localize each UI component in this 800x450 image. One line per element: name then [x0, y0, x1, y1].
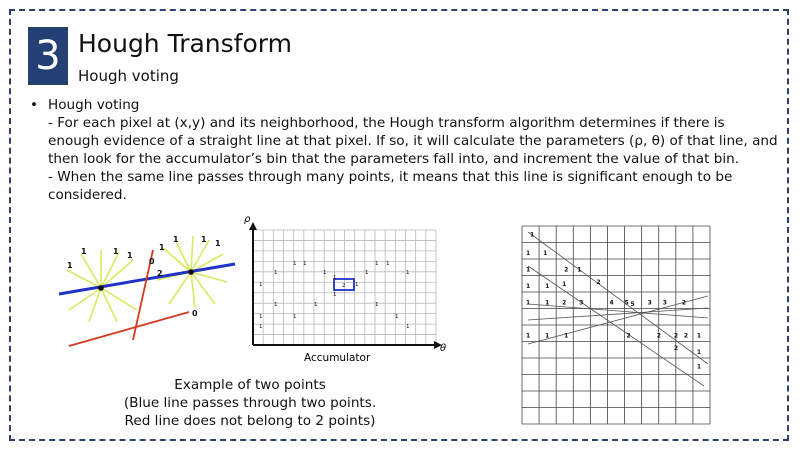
- bin-value: 1: [293, 261, 297, 267]
- candidate-lines: [528, 232, 708, 386]
- voting-grid: [522, 226, 710, 424]
- vote-label: 1: [127, 251, 133, 260]
- point-a: [98, 285, 104, 291]
- grid-vote-value: 1: [545, 283, 550, 290]
- grid-vote-value: 1: [526, 250, 531, 257]
- grid-vote-value: 1: [696, 349, 702, 356]
- grid-vote-value: 1: [530, 231, 535, 239]
- accumulator-figure: [240, 212, 455, 367]
- vote-label: 1: [201, 235, 207, 244]
- bin-value: 2: [342, 283, 346, 289]
- grid-vote-value: 1: [562, 281, 567, 288]
- bin-value: 1: [395, 314, 399, 320]
- grid-vote-value: 5: [624, 299, 629, 307]
- grid-vote-value: 2: [562, 299, 567, 307]
- caption-line: Example of two points: [174, 377, 326, 393]
- bullet-heading: Hough voting: [48, 97, 140, 113]
- grid-vote-value: 1: [696, 363, 702, 371]
- vote-label: 1: [159, 243, 165, 252]
- two-points-figure: [55, 230, 245, 355]
- accumulator-label: Accumulator: [304, 352, 371, 364]
- bin-value: 1: [406, 270, 410, 276]
- bin-value: 1: [333, 275, 337, 281]
- grid-vote-value: 2: [596, 279, 601, 286]
- grid-vote-value: 1: [526, 299, 531, 307]
- slide-title: Hough Transform: [78, 29, 292, 58]
- slide-subtitle: Hough voting: [78, 67, 179, 85]
- vote-label: 1: [215, 239, 221, 248]
- bin-value: 1: [293, 314, 297, 320]
- caption-line: Red line does not belong to 2 points): [124, 413, 376, 429]
- grid-vote-value: 3: [662, 299, 667, 307]
- bin-value: 1: [274, 270, 278, 276]
- vote-label: 0: [192, 309, 198, 318]
- grid-vote-value: 1: [526, 283, 531, 290]
- bin-value: 1: [259, 282, 263, 288]
- vote-label: 1: [113, 247, 119, 256]
- grid-vote-value: 1: [564, 332, 569, 340]
- rho-axis-label: ρ: [244, 214, 251, 225]
- bin-value: 1: [375, 302, 379, 308]
- vote-label: 1: [67, 261, 73, 270]
- grid-vote-value: 1: [577, 266, 582, 274]
- vote-label: 1: [81, 247, 87, 256]
- grid-vote-value: 3: [647, 299, 652, 307]
- body-text: [30, 96, 780, 204]
- vote-label: 2: [157, 269, 163, 278]
- red-line-2: [69, 312, 189, 346]
- grid-vote-value: 1: [545, 332, 550, 340]
- vote-label: 1: [173, 235, 179, 244]
- bin-value: 1: [365, 270, 369, 276]
- figure-caption: [100, 376, 400, 430]
- point-b: [188, 269, 194, 275]
- bin-value: 1: [386, 261, 390, 267]
- grid-vote-value: 2: [656, 332, 661, 340]
- bin-value: 1: [375, 261, 379, 267]
- grid-vote-value: 4: [609, 299, 614, 307]
- grid-vote-value: 2: [673, 332, 679, 340]
- grid-vote-value: 1: [526, 266, 531, 274]
- bin-value: 1: [406, 324, 410, 330]
- bin-value: 1: [303, 261, 307, 267]
- grid-vote-value: 2: [683, 332, 689, 340]
- caption-line: (Blue line passes through two points.: [123, 395, 377, 411]
- theta-axis-label: θ: [440, 343, 447, 354]
- bullet-icon: •: [30, 97, 39, 113]
- grid-vote-value: 3: [579, 299, 584, 307]
- grid-vote-value: 5: [630, 301, 635, 309]
- bin-value: 1: [355, 282, 359, 288]
- bin-value: 1: [323, 270, 327, 276]
- grid-vote-value: 1: [545, 299, 550, 307]
- grid-vote-value: 1: [526, 332, 531, 340]
- paragraph-1: - For each pixel at (x,y) and its neighborhood, the Hough transform algorithm determines if there is enough evidence of a straight line at that pixel. If so, it will calculate the parameters (ρ, θ) of that line, and then look for the accumulator’s bin that the parameters fall into, and increment the value of that bin.: [48, 115, 778, 167]
- bin-value: 1: [259, 314, 263, 320]
- vote-label: 0: [149, 257, 155, 266]
- grid-vote-value: 2: [673, 345, 679, 352]
- paragraph-2: - When the same line passes through many points, it means that this line is significant enough to be considered.: [48, 169, 733, 203]
- bin-value: 1: [274, 302, 278, 308]
- grid-vote-value: 2: [626, 332, 631, 340]
- bin-value: 1: [259, 324, 263, 330]
- slide-number-badge: 3: [28, 27, 68, 85]
- bin-value: 1: [333, 292, 337, 298]
- voting-grid-figure: [520, 224, 714, 426]
- grid-vote-value: 2: [681, 299, 687, 307]
- bin-value: 1: [314, 302, 318, 308]
- grid-vote-value: 2: [564, 266, 569, 274]
- grid-vote-value: 1: [543, 250, 548, 257]
- bullet-item: [30, 96, 780, 114]
- grid-vote-value: 1: [696, 332, 702, 340]
